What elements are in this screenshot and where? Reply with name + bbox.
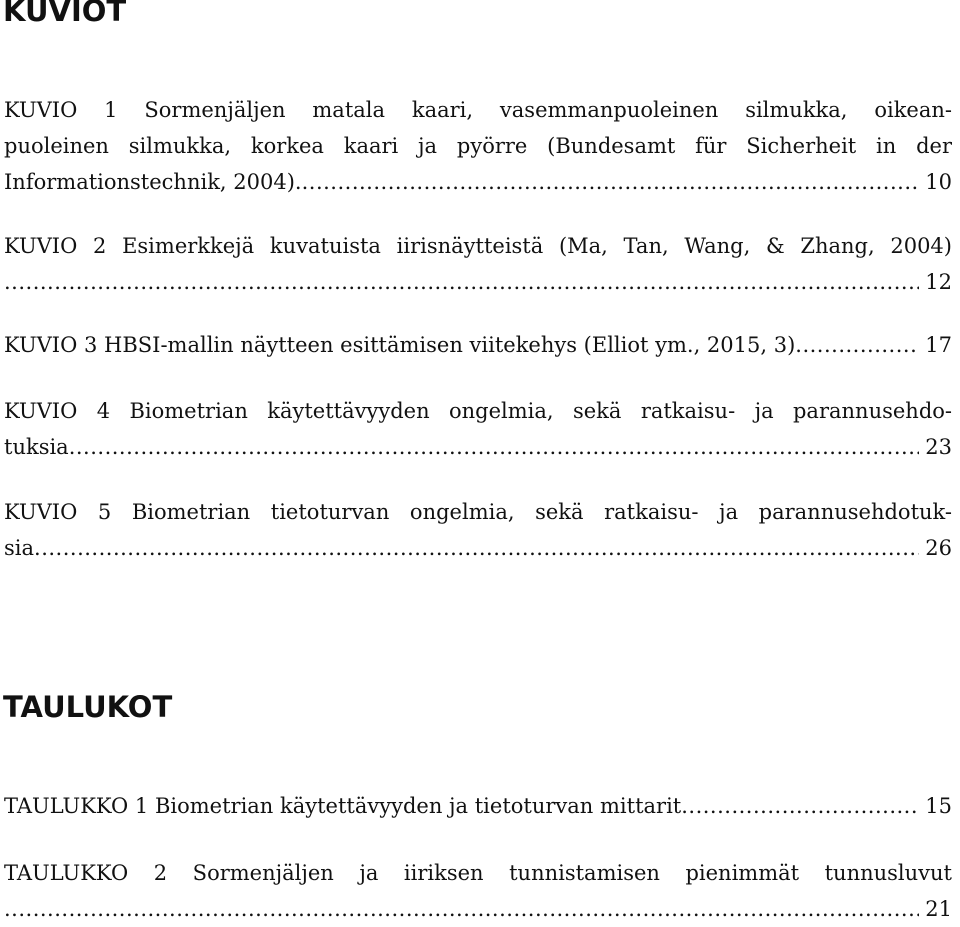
dot-leader <box>69 429 920 465</box>
figure-entry-2[interactable] <box>4 228 952 300</box>
table-entry-2[interactable] <box>4 855 952 927</box>
entry-leader-line <box>4 429 952 465</box>
entry-text-line: TAULUKKO 2 Sormenjäljen ja iiriksen tunnistamisen pienimmät tunnusluvut <box>4 861 952 885</box>
entry-leader-line <box>4 264 952 300</box>
entry-text-line: KUVIO 2 Esimerkkejä kuvatuista iirisnäytteistä (Ma, Tan, Wang, & Zhang, 2004) <box>4 234 952 258</box>
page-number: 17 <box>925 333 952 357</box>
entry-text-line: tuksia <box>4 435 69 459</box>
dot-leader <box>4 891 919 927</box>
tables-heading: TAULUKOT <box>3 690 173 724</box>
page-number: 26 <box>925 536 952 560</box>
figure-entry-3[interactable] <box>4 327 952 363</box>
dot-leader <box>681 788 919 824</box>
table-entry-1[interactable] <box>4 788 952 824</box>
entry-leader-line <box>4 164 952 200</box>
entry-leader-line <box>4 530 952 566</box>
page-number: 12 <box>925 270 952 294</box>
entry-text-line: TAULUKKO 1 Biometrian käytettävyyden ja tietoturvan mittarit <box>4 794 682 818</box>
dot-leader <box>795 327 919 363</box>
figure-entry-4[interactable] <box>4 393 952 465</box>
entry-text-line: KUVIO 1 Sormenjäljen matala kaari, vasemmanpuoleinen silmukka, oikean- <box>4 98 952 122</box>
figures-heading: KUVIOT <box>3 0 127 28</box>
page-number: 15 <box>925 794 952 818</box>
entry-text-line: KUVIO 4 Biometrian käytettävyyden ongelmia, sekä ratkaisu- ja parannusehdo- <box>4 399 952 423</box>
page-number: 10 <box>925 170 952 194</box>
entry-text-line: puoleinen silmukka, korkea kaari ja pyörre (Bundesamt für Sicherheit in der <box>4 134 952 158</box>
entry-leader-line <box>4 327 952 363</box>
entry-text-line: KUVIO 5 Biometrian tietoturvan ongelmia, sekä ratkaisu- ja parannusehdotuk- <box>4 500 952 524</box>
figure-entry-5[interactable] <box>4 494 952 566</box>
page-number: 23 <box>925 435 952 459</box>
entry-text-line: Informationstechnik, 2004). <box>4 170 302 194</box>
dot-leader <box>34 530 919 566</box>
dot-leader <box>302 164 920 200</box>
dot-leader <box>4 264 919 300</box>
entry-text-line: KUVIO 3 HBSI-mallin näytteen esittämisen viitekehys (Elliot ym., 2015, 3) <box>4 333 796 357</box>
entry-leader-line <box>4 788 952 824</box>
page-number: 21 <box>925 897 952 921</box>
entry-text-line: sia <box>4 536 35 560</box>
figure-entry-1[interactable] <box>4 92 952 200</box>
entry-leader-line <box>4 891 952 927</box>
